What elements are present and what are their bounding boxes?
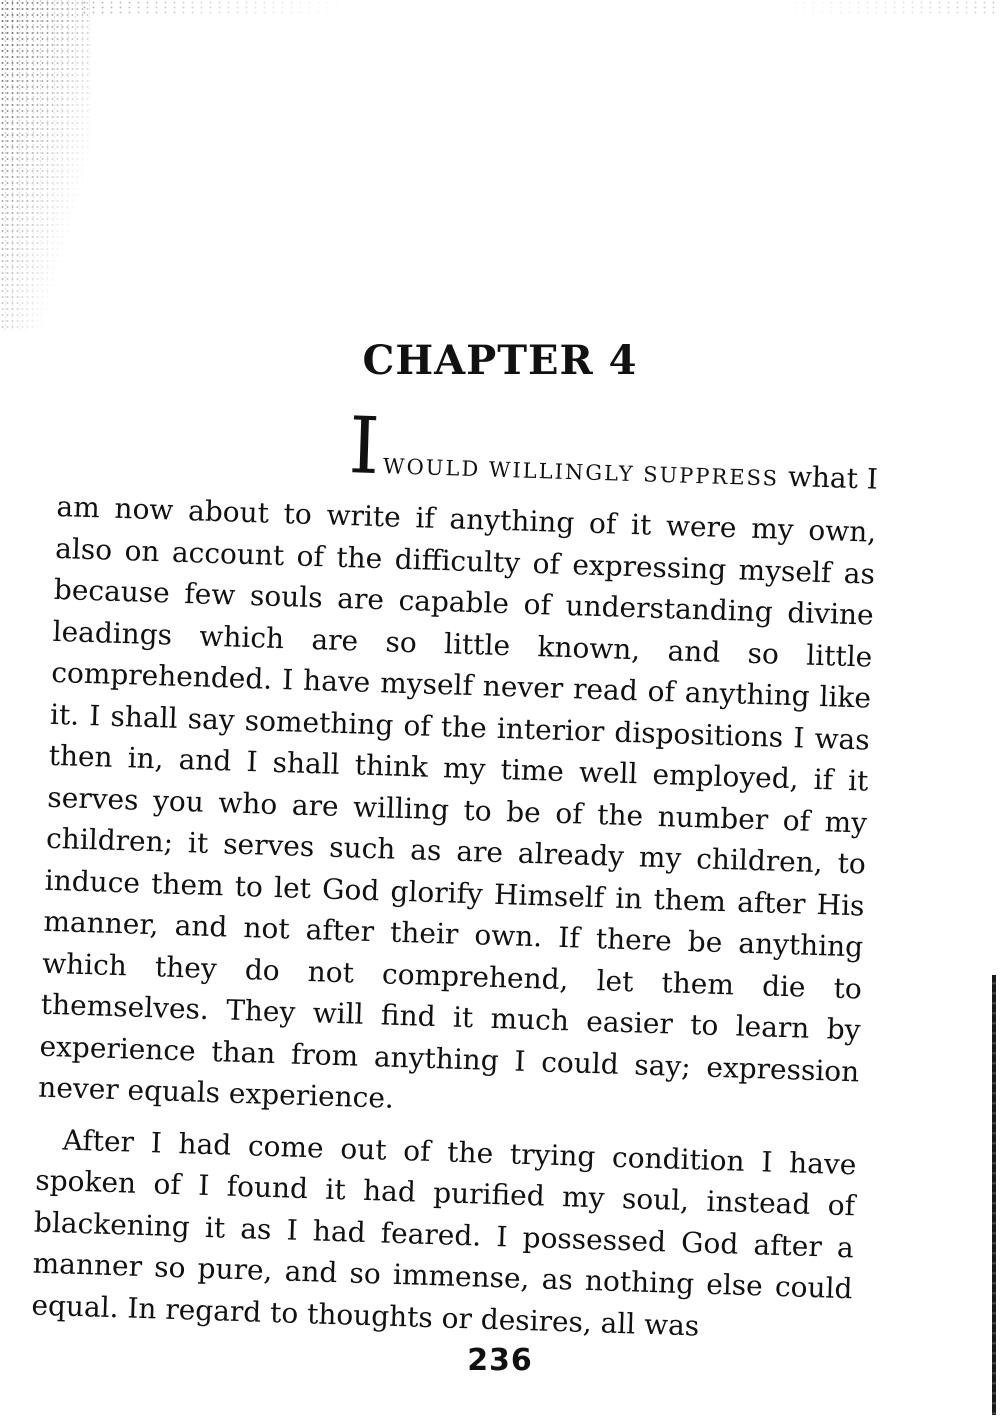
paragraph-2: After I had come out of the trying condition I have spoken of I found it had purified my soul, instead of blackening it as I had feared. I possessed God after a manner so pure, and so immense, as nothing else could equal. In regard to thoughts or desires, all was — [30, 1122, 857, 1343]
paragraph-1-text: am now about to write if anything of it were my own, also on account of the difficulty of expressing myself as because few souls are capable of understanding divine leadings which are so little known, and so little comprehended. I have myself never read of anything like it. I shall say something of the interior dispositions I was then in, and I shall think my time well employed, if it serves you who are willing to be of the number of my children; it serves such as are already my children, to induce them to let God glorify Himself in them after His manner, and not after their own. If there be anything which they do not comprehend, let them die to themselves. They will find it much easier to learn by experience than from anything I could say; expression never equals experience. — [37, 489, 877, 1115]
lead-in-small-caps: WOULD WILLINGLY SUPPRESS — [382, 454, 780, 491]
opening-line-rest: what I — [787, 459, 879, 496]
paragraph-1 — [38, 398, 880, 1134]
scan-noise-top-left — [0, 0, 90, 330]
chapter-title: CHAPTER 4 — [362, 336, 638, 384]
body-text — [31, 398, 880, 1351]
scan-noise-top-edge — [80, 0, 1000, 14]
drop-cap: I — [347, 401, 382, 493]
page-number: 236 — [467, 1343, 533, 1378]
